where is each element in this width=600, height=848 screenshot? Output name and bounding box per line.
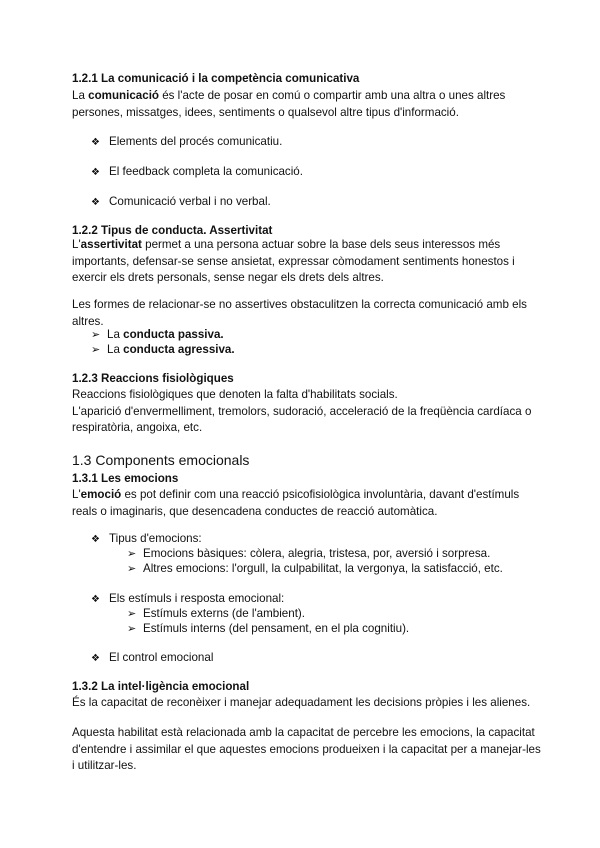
paragraph-formes: Les formes de relacionar-se no assertives obstaculitzen la correcta comunicació amb els altres. bbox=[72, 298, 527, 328]
term-comunicacio: comunicació bbox=[88, 89, 159, 102]
list-item: ❖ El feedback completa la comunicació. bbox=[91, 165, 303, 178]
paragraph-assertivitat: L'assertivitat permet a una persona actuar sobre la base dels seus interessos més importants, defensar-se sense ansietat, expressar còmodament sentiments honestos i exercir els drets personals, sense negar els drets dels altres. bbox=[72, 238, 515, 284]
heading-1-2-3: 1.2.3 Reaccions fisiològiques bbox=[72, 372, 234, 385]
heading-1-3: 1.3 Components emocionals bbox=[72, 452, 250, 468]
sub-list-item: ➢ Altres emocions: l'orgull, la culpabilitat, la vergonya, la satisfacció, etc. bbox=[127, 562, 503, 575]
list-item: ❖ Tipus d'emocions: bbox=[91, 532, 202, 545]
term-emocio: emoció bbox=[80, 488, 122, 501]
heading-1-2-2: 1.2.2 Tipus de conducta. Assertivitat bbox=[72, 224, 273, 237]
term-assertivitat: assertivitat bbox=[80, 238, 142, 251]
list-item: ❖ El control emocional bbox=[91, 651, 214, 664]
paragraph-intelligencia: És la capacitat de reconèixer i manejar adequadament les decisions pròpies i les alienes. bbox=[72, 696, 531, 709]
list-item: ➢ La conducta agressiva. bbox=[91, 343, 235, 356]
sub-list-item: ➢ Estímuls externs (de l'ambient). bbox=[127, 607, 306, 620]
list-item: ❖ Elements del procés comunicatiu. bbox=[91, 135, 283, 148]
paragraph-comunicacio: La comunicació és l'acte de posar en comú o compartir amb una altra o unes altres persones, missatges, idees, sentiments o qualsevol altre tipus d'informació. bbox=[72, 89, 506, 119]
heading-1-3-1: 1.3.1 Les emocions bbox=[72, 472, 179, 485]
list-item: ➢ La conducta passiva. bbox=[91, 328, 224, 341]
list-item: ❖ Els estímuls i resposta emocional: bbox=[91, 592, 285, 605]
sub-list-item: ➢ Estímuls interns (del pensament, en el pla cognitiu). bbox=[127, 622, 410, 635]
sub-list-item: ➢ Emocions bàsiques: còlera, alegria, tristesa, por, aversió i sorpresa. bbox=[127, 547, 491, 560]
paragraph-reaccions: Reaccions fisiològiques que denoten la falta d'habilitats socials. L'aparició d'envermelliment, tremolors, sudoració, acceleració de la freqüència cardíaca o respiratòria, angoixa, etc. bbox=[72, 388, 532, 434]
paragraph-emocio: L'emoció es pot definir com una reacció psicofisiològica involuntària, davant d'estímuls reals o imaginaris, que desencadena conductes de reacció automàtica. bbox=[72, 488, 520, 518]
heading-1-3-2: 1.3.2 La intel·ligència emocional bbox=[72, 680, 250, 693]
paragraph-habilitat: Aquesta habilitat està relacionada amb la capacitat de percebre les emocions, la capacitat d'entendre i assimilar el que aquestes emocions produeixen i la capacitat per a manejar-les i utilitzar-les. bbox=[72, 726, 541, 772]
heading-1-2-1: 1.2.1 La comunicació i la competència comunicativa bbox=[72, 72, 360, 85]
list-item: ❖ Comunicació verbal i no verbal. bbox=[91, 195, 271, 208]
